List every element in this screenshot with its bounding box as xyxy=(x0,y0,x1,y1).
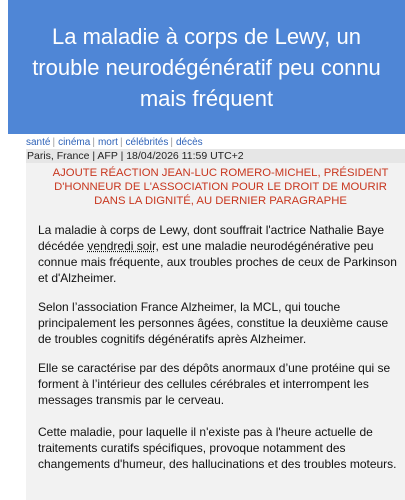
tag-mort[interactable]: mort xyxy=(97,137,118,148)
headline-banner xyxy=(8,0,405,134)
update-note: AJOUTE RÉACTION JEAN-LUC ROMERO-MICHEL, PRÉSIDENT D'HONNEUR DE L'ASSOCIATION POUR LE DROIT DE MOURIR DANS LA DIGNITÉ, AU DERNIER PARAGRAPHE xyxy=(52,167,389,207)
paragraph-1-text-end: , est une maladie neurodégénérative peu connue mais fréquente, aux troubles proches de ceux de Parkinson et d'Alzheimer. xyxy=(38,239,397,285)
tag-separator: | xyxy=(52,137,56,148)
paragraph-2: Selon l’association France Alzheimer, la MCL, qui touche principalement les personnes âgées, constitue la deuxième cause de troubles cognitifs dégénératifs après Alzheimer. xyxy=(38,300,389,346)
dateline: Paris, France | AFP | 18/04/2026 11:59 UTC+2 xyxy=(26,149,405,163)
paragraph-4: Cette maladie, pour laquelle il n'existe pas à l'heure actuelle de traitements curatifs spécifiques, provoque notamment des changements d'humeur, des hallucinations et des troubles moteurs. xyxy=(38,425,397,471)
tag-celebrites[interactable]: célébrités xyxy=(125,137,169,148)
tag-separator: | xyxy=(170,137,173,148)
tag-separator: | xyxy=(92,137,95,148)
article-body xyxy=(26,163,405,500)
tag-cinema[interactable]: cinéma xyxy=(58,137,91,148)
tag-sante[interactable]: santé xyxy=(26,137,51,148)
paragraph-1-text-start: La maladie à corps de Lewy, dont souffrait l'actrice Nathalie Baye décédée xyxy=(38,223,385,253)
tag-separator: | xyxy=(119,137,123,148)
tag-list xyxy=(26,136,405,149)
vendredi-soir-link[interactable]: vendredi soir xyxy=(87,239,156,253)
paragraph-3: Elle se caractérise par des dépôts anormaux d’une protéine qui se forment à l’intérieur des cellules cérébrales et interrompent les messages transmis par le cerveau. xyxy=(38,361,391,407)
paragraph-1 xyxy=(26,222,405,286)
headline: La maladie à corps de Lewy, un trouble neurodégénératif peu connu mais fréquent xyxy=(32,23,381,111)
tag-deces[interactable]: décès xyxy=(175,137,203,148)
